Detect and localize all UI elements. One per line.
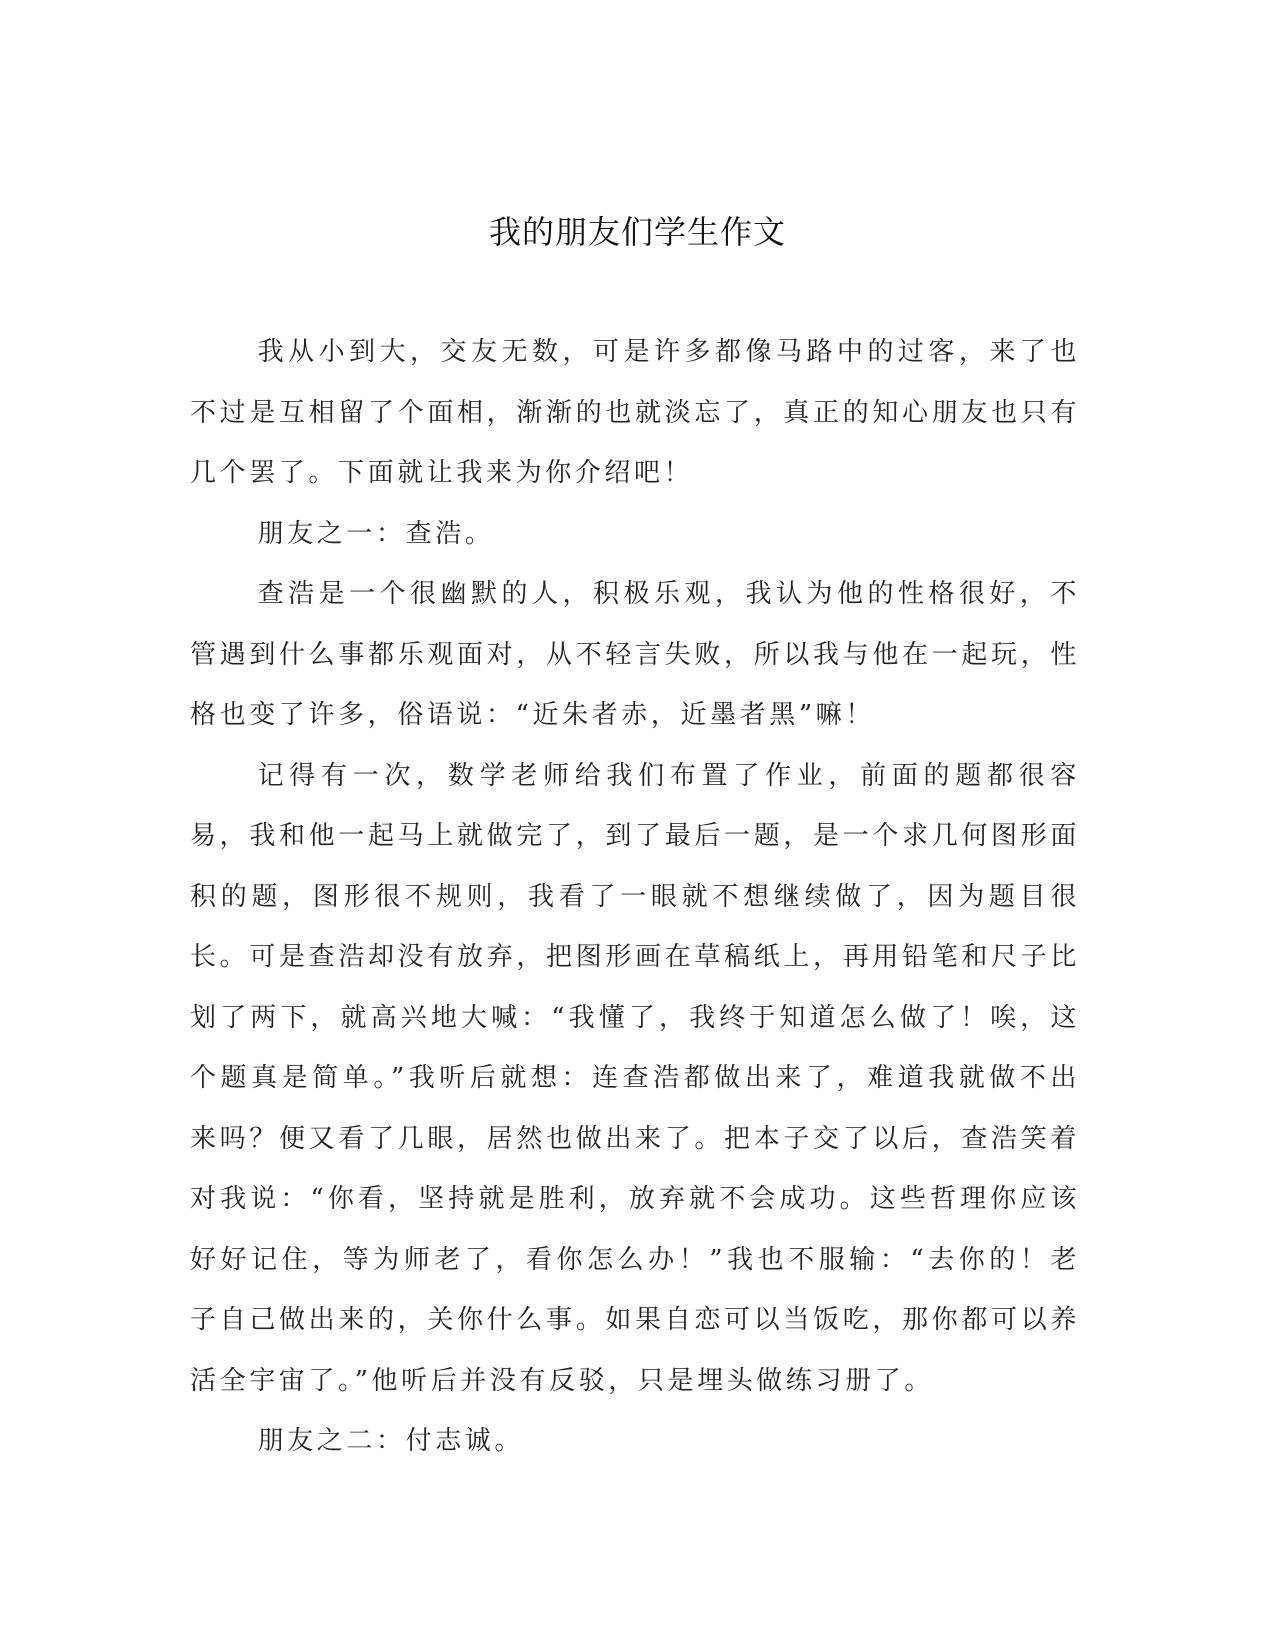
document-body [190,322,1080,1472]
paragraph-friend-two-heading: 朋友之二：付志诚。 [257,1426,524,1456]
paragraph-friend-one-heading: 朋友之一：查浩。 [257,518,495,549]
paragraph-friend-one-description: 查浩是一个很幽默的人，积极乐观，我认为他的性格很好，不管遇到什么事都乐观面对，从不轻言失败，所以我与他在一起玩，性格也变了许多，俗语说：“近朱者赤，近墨者黑”嘛！ [190,579,1080,730]
paragraph-intro: 我从小到大，交友无数，可是许多都像马路中的过客，来了也不过是互相留了个面相，渐渐的也就淡忘了，真正的知心朋友也只有几个罢了。下面就让我来为你介绍吧！ [190,337,1080,488]
paragraph-friend-one-story: 记得有一次，数学老师给我们布置了作业，前面的题都很容易，我和他一起马上就做完了，到了最后一题，是一个求几何图形面积的题，图形很不规则，我看了一眼就不想继续做了，因为题目很长。可是查浩却没有放弃，把图形画在草稿纸上，再用铅笔和尺子比划了两下，就高兴地大喊：“我懂了，我终于知道怎么做了！唉，这个题真是简单。”我听后就想：连查浩都做出来了，难道我就做不出来吗？便又看了几眼，居然也做出来了。把本子交了以后，查浩笑着对我说：“你看，坚持就是胜利，放弃就不会成功。这些哲理你应该好好记住，等为师老了，看你怎么办！”我也不服输：“去你的！老子自己做出来的，关你什么事。如果自恋可以当饭吃，那你都可以养活全宇宙了。”他听后并没有反驳，只是埋头做练习册了。 [190,760,1080,1396]
document-title: 我的朋友们学生作文 [488,213,786,251]
